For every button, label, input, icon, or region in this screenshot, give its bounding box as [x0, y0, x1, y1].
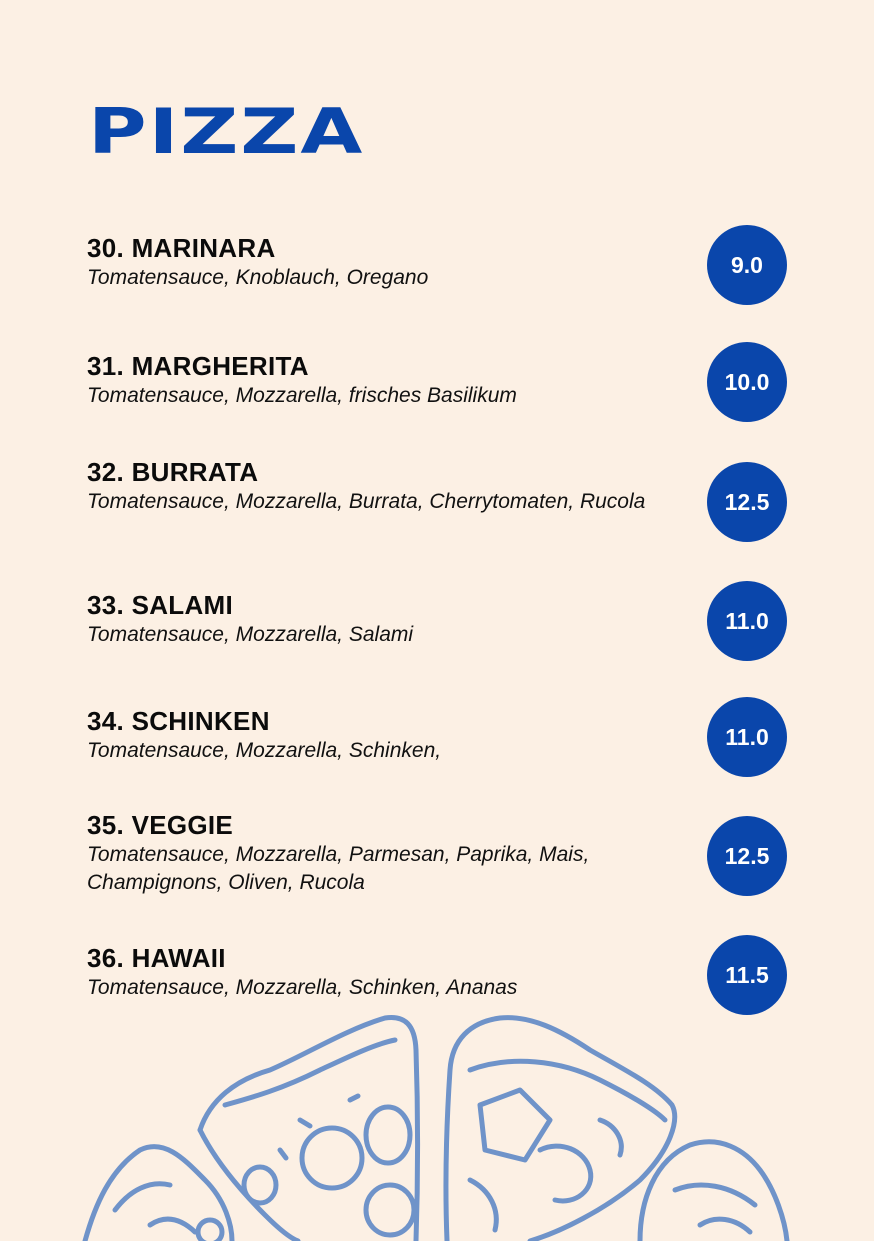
price-badge: 12.5 — [707, 816, 787, 896]
menu-item-title — [87, 351, 687, 381]
menu-item-number: 30. — [87, 233, 125, 263]
menu-item-description: Tomatensauce, Knoblauch, Oregano — [87, 266, 429, 289]
menu-item-title — [87, 233, 687, 263]
menu-item — [87, 457, 687, 516]
menu-item-description: Tomatensauce, Mozzarella, Burrata, Cherrytomaten, Rucola — [87, 490, 646, 513]
menu-item-number: 35. — [87, 810, 125, 840]
menu-item — [87, 810, 687, 897]
menu-item-description: Tomatensauce, Mozzarella, frisches Basilikum — [87, 384, 517, 407]
menu-item — [87, 351, 687, 410]
pizza-slices-icon — [0, 1010, 874, 1241]
menu-item-name: VEGGIE — [131, 810, 234, 840]
menu-item-title — [87, 943, 687, 973]
menu-item-name: SCHINKEN — [131, 706, 270, 736]
price-badge: 11.0 — [707, 697, 787, 777]
menu-item-description: Tomatensauce, Mozzarella, Schinken, — [87, 739, 442, 762]
menu-item-number: 34. — [87, 706, 125, 736]
menu-title: PIZZA — [88, 95, 365, 168]
menu-item-name: MARINARA — [131, 233, 276, 263]
menu-item-number: 36. — [87, 943, 125, 973]
menu-item-number: 33. — [87, 590, 125, 620]
menu-item-description: Tomatensauce, Mozzarella, Parmesan, Paprika, Mais, Champignons, Oliven, Rucola — [87, 843, 590, 894]
menu-item — [87, 590, 687, 649]
price-badge: 10.0 — [707, 342, 787, 422]
menu-item-title — [87, 706, 687, 736]
menu-item — [87, 706, 687, 765]
menu-item-name: MARGHERITA — [131, 351, 309, 381]
price-badge: 12.5 — [707, 462, 787, 542]
price-badge: 9.0 — [707, 225, 787, 305]
menu-item-number: 32. — [87, 457, 125, 487]
menu-item-title — [87, 457, 687, 487]
menu-item-description: Tomatensauce, Mozzarella, Salami — [87, 623, 414, 646]
menu-item-description: Tomatensauce, Mozzarella, Schinken, Ananas — [87, 976, 518, 999]
price-badge: 11.5 — [707, 935, 787, 1015]
menu-item-title — [87, 810, 687, 840]
menu-item-name: SALAMI — [131, 590, 234, 620]
menu-item-name: HAWAII — [131, 943, 226, 973]
menu-item — [87, 943, 687, 1002]
menu-item-number: 31. — [87, 351, 125, 381]
menu-item-name: BURRATA — [131, 457, 259, 487]
menu-item-title — [87, 590, 687, 620]
menu-item — [87, 233, 687, 292]
price-badge: 11.0 — [707, 581, 787, 661]
